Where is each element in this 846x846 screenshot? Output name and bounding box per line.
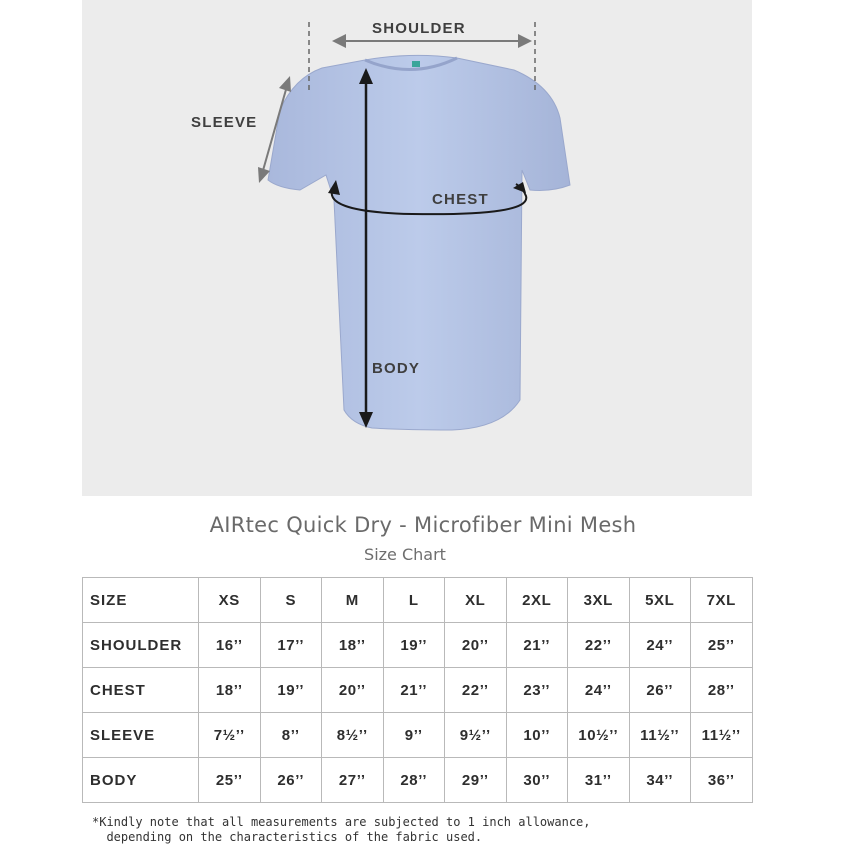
table-cell: 27’’: [322, 758, 384, 803]
table-row: [83, 758, 753, 803]
table-cell: 19’’: [383, 623, 445, 668]
row-label-shoulder: SHOULDER: [83, 623, 199, 668]
table-cell: 22’’: [445, 668, 507, 713]
table-cell: 24’’: [568, 668, 630, 713]
table-header-cell: 2XL: [506, 578, 568, 623]
sleeve-label: SLEEVE: [191, 114, 258, 131]
product-title: AIRtec Quick Dry - Microfiber Mini Mesh: [209, 513, 637, 537]
table-cell: 36’’: [691, 758, 753, 803]
footnote-line-1: *Kindly note that all measurements are subjected to 1 inch allowance,: [92, 815, 591, 829]
table-cell: 8’’: [260, 713, 322, 758]
body-label: BODY: [372, 360, 421, 377]
table-cell: 11½’’: [691, 713, 753, 758]
table-cell: 25’’: [199, 758, 261, 803]
table-cell: 22’’: [568, 623, 630, 668]
table-cell: 20’’: [445, 623, 507, 668]
table-row: [83, 623, 753, 668]
table-cell: 34’’: [629, 758, 691, 803]
table-cell: 25’’: [691, 623, 753, 668]
tshirt-diagram: [82, 0, 752, 496]
table-header-cell: XL: [445, 578, 507, 623]
table-header-cell: SIZE: [83, 578, 199, 623]
chest-label: CHEST: [432, 191, 489, 208]
table-header-cell: M: [322, 578, 384, 623]
table-cell: 23’’: [506, 668, 568, 713]
table-header-cell: 7XL: [691, 578, 753, 623]
table-row: [83, 713, 753, 758]
size-chart-subtitle: Size Chart: [364, 545, 446, 564]
table-cell: 8½’’: [322, 713, 384, 758]
table-header-cell: S: [260, 578, 322, 623]
row-label-chest: CHEST: [83, 668, 199, 713]
shoulder-label: SHOULDER: [372, 20, 466, 37]
table-cell: 21’’: [383, 668, 445, 713]
table-header-cell: 3XL: [568, 578, 630, 623]
table-cell: 24’’: [629, 623, 691, 668]
row-label-body: BODY: [83, 758, 199, 803]
size-chart-table: [82, 577, 753, 803]
table-cell: 17’’: [260, 623, 322, 668]
table-header-cell: L: [383, 578, 445, 623]
tshirt-tag: [412, 61, 420, 67]
table-cell: 20’’: [322, 668, 384, 713]
table-cell: 26’’: [629, 668, 691, 713]
table-cell: 16’’: [199, 623, 261, 668]
table-cell: 28’’: [691, 668, 753, 713]
table-cell: 11½’’: [629, 713, 691, 758]
footnote-line-2: depending on the characteristics of the fabric used.: [92, 830, 483, 844]
table-cell: 21’’: [506, 623, 568, 668]
table-cell: 10’’: [506, 713, 568, 758]
table-cell: 19’’: [260, 668, 322, 713]
footnote: [92, 815, 591, 845]
table-header-row: [83, 578, 753, 623]
table-header-cell: XS: [199, 578, 261, 623]
row-label-sleeve: SLEEVE: [83, 713, 199, 758]
table-cell: 18’’: [322, 623, 384, 668]
table-cell: 31’’: [568, 758, 630, 803]
table-cell: 7½’’: [199, 713, 261, 758]
table-cell: 26’’: [260, 758, 322, 803]
table-cell: 10½’’: [568, 713, 630, 758]
table-cell: 29’’: [445, 758, 507, 803]
table-row: [83, 668, 753, 713]
table-cell: 28’’: [383, 758, 445, 803]
table-header-cell: 5XL: [629, 578, 691, 623]
table-cell: 9½’’: [445, 713, 507, 758]
product-photo: [82, 0, 752, 496]
table-cell: 18’’: [199, 668, 261, 713]
table-cell: 9’’: [383, 713, 445, 758]
table-cell: 30’’: [506, 758, 568, 803]
